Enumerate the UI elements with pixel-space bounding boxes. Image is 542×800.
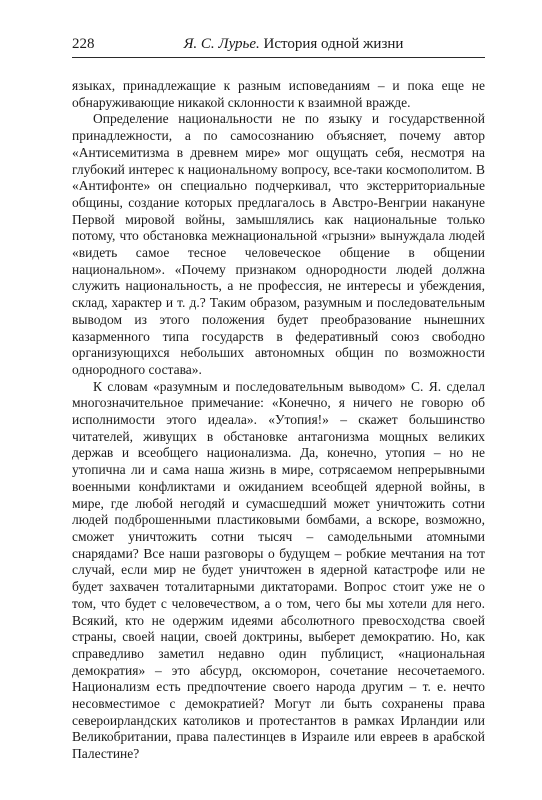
running-head (142, 36, 485, 53)
paragraph: Определение национальности не по языку и государственной принадлежности, а по самосознанию объясняет, почему автор «Антисемитизма в древнем мире» мог ощущать себя, несмотря на глубокий интерес к национальному вопросу, все-таки космополитом. В «Антифонте» он специально подчеркивал, что экстерриториальные общины, создание которых предлагалось в Австро-Венгрии накануне Первой мировой войны, замышлялись как национальные только потому, что обстановка межнациональной «грызни» вынуждала людей «видеть самое тесное человеческое общение в общении национальном». «Почему признаком однородности людей должна служить национальность, а не профессия, не интересы и убеждения, склад, характер и т. д.? Таким образом, разумным и последовательным выводом из этого положения будет преобразование нынешних казарменного типа государств в федеративный союз свободно организующихся небольших автономных общин по возможности однородного состава». (72, 111, 485, 377)
running-head-title: История одной жизни (263, 36, 404, 52)
page-number: 228 (72, 36, 95, 52)
running-head-author: Я. С. Лурье. (183, 36, 260, 52)
page-header (72, 36, 485, 58)
paragraph-continued: языках, принадлежащие к разным исповеданиям – и пока еще не обнаруживающие никакой склонности к взаимной вражде. (72, 78, 485, 110)
body-text (72, 78, 485, 763)
paragraph: К словам «разумным и последовательным выводом» С. Я. сделал многозначительное примечание: «Конечно, я ничего не говорю об исполнимости этого идеала». «Утопия!» – скажет большинство читателей, живущих в обстановке антагонизма мощных великих держав и всеобщего национализма. Да, конечно, утопия – но не утопична ли и сама наша жизнь в мире, сотрясаемом непрерывными военными конфликтами и ожиданием всеобщей ядерной войны, в мире, где любой негодяй и сумасшедший может уничтожить сотни людей подброшенными пластиковыми бомбами, а вскоре, возможно, сможет уничтожить сотни тысяч – самодельными атомными снарядами? Все наши разговоры о будущем – робкие мечтания на тот случай, если мир не будет уничтожен в ядерной катастрофе или не будет захвачен тоталитарными диктаторами. Вопрос стоит уже не о том, что будет с человечеством, а о том, чего бы мы хотели для него. Всякий, кто не одержим идеями абсолютного превосходства своей страны, своей нации, своей доктрины, выберет демократию. Но, как справедливо заметил недавно один публицист, «национальная демократия» – это абсурд, оксюморон, сочетание несочетаемого. Национализм есть предпочтение своего народа другим – т. е. нечто несовместимое с демократией? Могут ли быть сохранены права североирландских католиков и протестантов в рамках Ирландии или Великобритании, права палестинцев в Израиле или евреев в арабской Палестине? (72, 378, 485, 762)
book-page (72, 36, 485, 763)
